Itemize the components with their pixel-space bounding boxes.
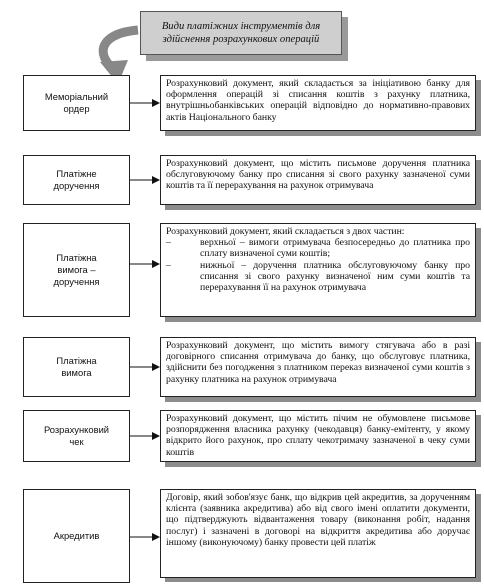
- list-item-upper-part: – верхньої – вимоги отримувача безпосередньо до платника про сплату визначеної суми коштів;: [166, 237, 470, 260]
- diagram-title: [140, 11, 342, 55]
- list-item-lower-part: – нижньої – доручення платника обслуговуючому банку про списання зі свого рахунку визначеної ним суми коштів та перерахування її на рахунок отримувача: [166, 259, 470, 294]
- label-box-payment-order: [23, 155, 130, 205]
- label-payment-order: Платіжне доручення: [53, 168, 100, 191]
- label-box-letter-of-credit: [23, 489, 130, 583]
- label-letter-of-credit: Акредитив: [53, 530, 100, 541]
- description-payment-claim: Розрахунковий документ, що містить вимогу стягувача або в разі договірного списання отримувача до банку, що обслуговує платника, здійснити без погодження з платником переказ визначеної суми коштів з рахунку платника на рахунок отримувача: [160, 337, 476, 397]
- description-payment-claim-order: Розрахунковий документ, який складається з двох частин: – верхньої – вимоги отримувача безпосередньо до платника про сплату визначеної суми коштів; – нижньої – доручення платника обслуговуючому банку про списання зі свого рахунку визначеної ним суми коштів та перерахування її на рахунок отримувача: [160, 223, 476, 317]
- label-memorial-order: Меморіальний ордер: [44, 91, 109, 114]
- diagram-title-text: Види платіжних інструментів для здійснення розрахункових операцій: [161, 21, 321, 45]
- label-payment-claim: Платіжна вимога: [56, 355, 97, 378]
- description-settlement-check: Розрахунковий документ, що містить пічим не обумовлене письмове розпорядження власника рахунку (чекодавця) банку-емітенту, у якому відкрито його рахунок, про сплату чекотримачу зазначеної в чеку суми коштів: [160, 410, 476, 462]
- label-box-memorial-order: [23, 75, 130, 131]
- claim-parts-list: [166, 237, 470, 293]
- label-box-settlement-check: [23, 410, 130, 462]
- description-memorial-order: Розрахунковий документ, який складається за ініціативою банку для оформлення операцій зі списання коштів з рахунку платника, внутрішньобанківських операцій відповідно до нормативно-правових актів Національного банку: [160, 75, 476, 131]
- label-box-payment-claim: [23, 337, 130, 397]
- description-payment-order: Розрахунковий документ, що містить письмове доручення платника обслуговуючому банку про списання зі свого рахунку зазначеної суми коштів та її перерахування на рахунок отримувача: [160, 155, 476, 205]
- label-box-payment-claim-order: [23, 223, 130, 317]
- description-letter-of-credit: Договір, який зобов'язує банк, що відкрив цей акредитив, за дорученням клієнта (заявника акредитива) або від свого імені оплатити документи, що підтверджують відвантаження товару (виконання робіт, надання послуг) і зазначені в договорі на відкриття акредитива або доручає іншому (виконуючому) банку провести цей платіж: [160, 489, 476, 578]
- label-settlement-check: Розрахунковий чек: [43, 424, 110, 447]
- label-payment-claim-order: Платіжна вимога – доручення: [53, 252, 100, 287]
